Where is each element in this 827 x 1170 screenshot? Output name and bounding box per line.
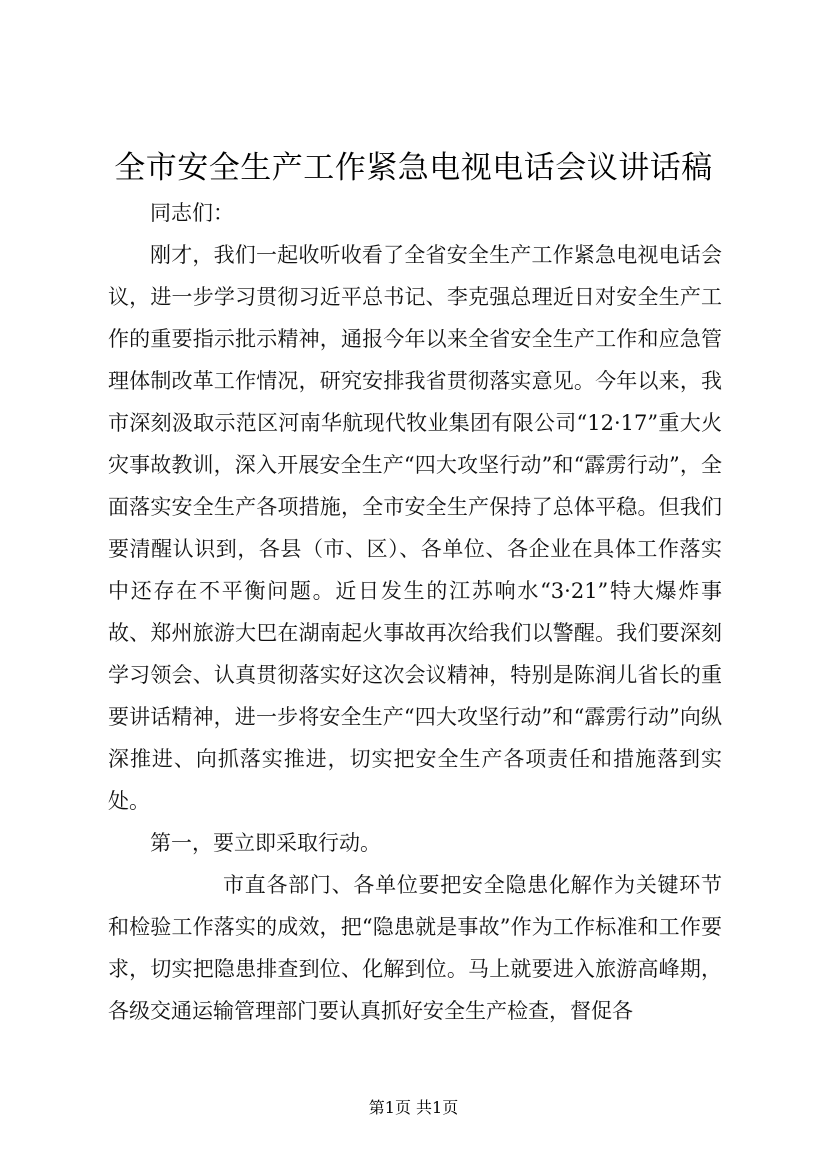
body-paragraph-2: 市直各部门、各单位要把安全隐患化解作为关键环节和检验工作落实的成效，把“隐患就是事故”作为工作标准和工作要求，切实把隐患排查到位、化解到位。马上就要进入旅游高峰期，各级交通运输管理部门要认真抓好安全生产检查，督促各 xyxy=(108,873,722,1023)
document-body xyxy=(108,192,722,1032)
body-paragraph-1: 刚才，我们一起收听收看了全省安全生产工作紧急电视电话会议，进一步学习贯彻习近平总书记、李克强总理近日对安全生产工作的重要指示批示精神，通报今年以来全省安全生产工作和应急管理体制改革工作情况，研究安排我省贯彻落实意见。今年以来，我市深刻汲取示范区河南华航现代牧业集团有限公司“12·17”重大火灾事故教训，深入开展安全生产“四大攻坚行动”和“霹雳行动”，全面落实安全生产各项措施，全市安全生产保持了总体平稳。但我们要清醒认识到，各县（市、区）、各单位、各企业在具体工作落实中还存在不平衡问题。近日发生的江苏响水“3·21”特大爆炸事故、郑州旅游大巴在湖南起火事故再次给我们以警醒。我们要深刻学习领会、认真贯彻落实好这次会议精神，特别是陈润儿省长的重要讲话精神，进一步将安全生产“四大攻坚行动”和“霹雳行动”向纵深推进、向抓落实推进，切实把安全生产各项责任和措施落到实处。 xyxy=(108,243,722,813)
document-title: 全市安全生产工作紧急电视电话会议讲话稿 xyxy=(114,150,713,186)
salutation-paragraph: 同志们： xyxy=(150,201,234,225)
page-number-footer: 第1页 共1页 xyxy=(368,1098,459,1117)
section-heading-first: 第一，要立即采取行动。 xyxy=(150,831,381,855)
